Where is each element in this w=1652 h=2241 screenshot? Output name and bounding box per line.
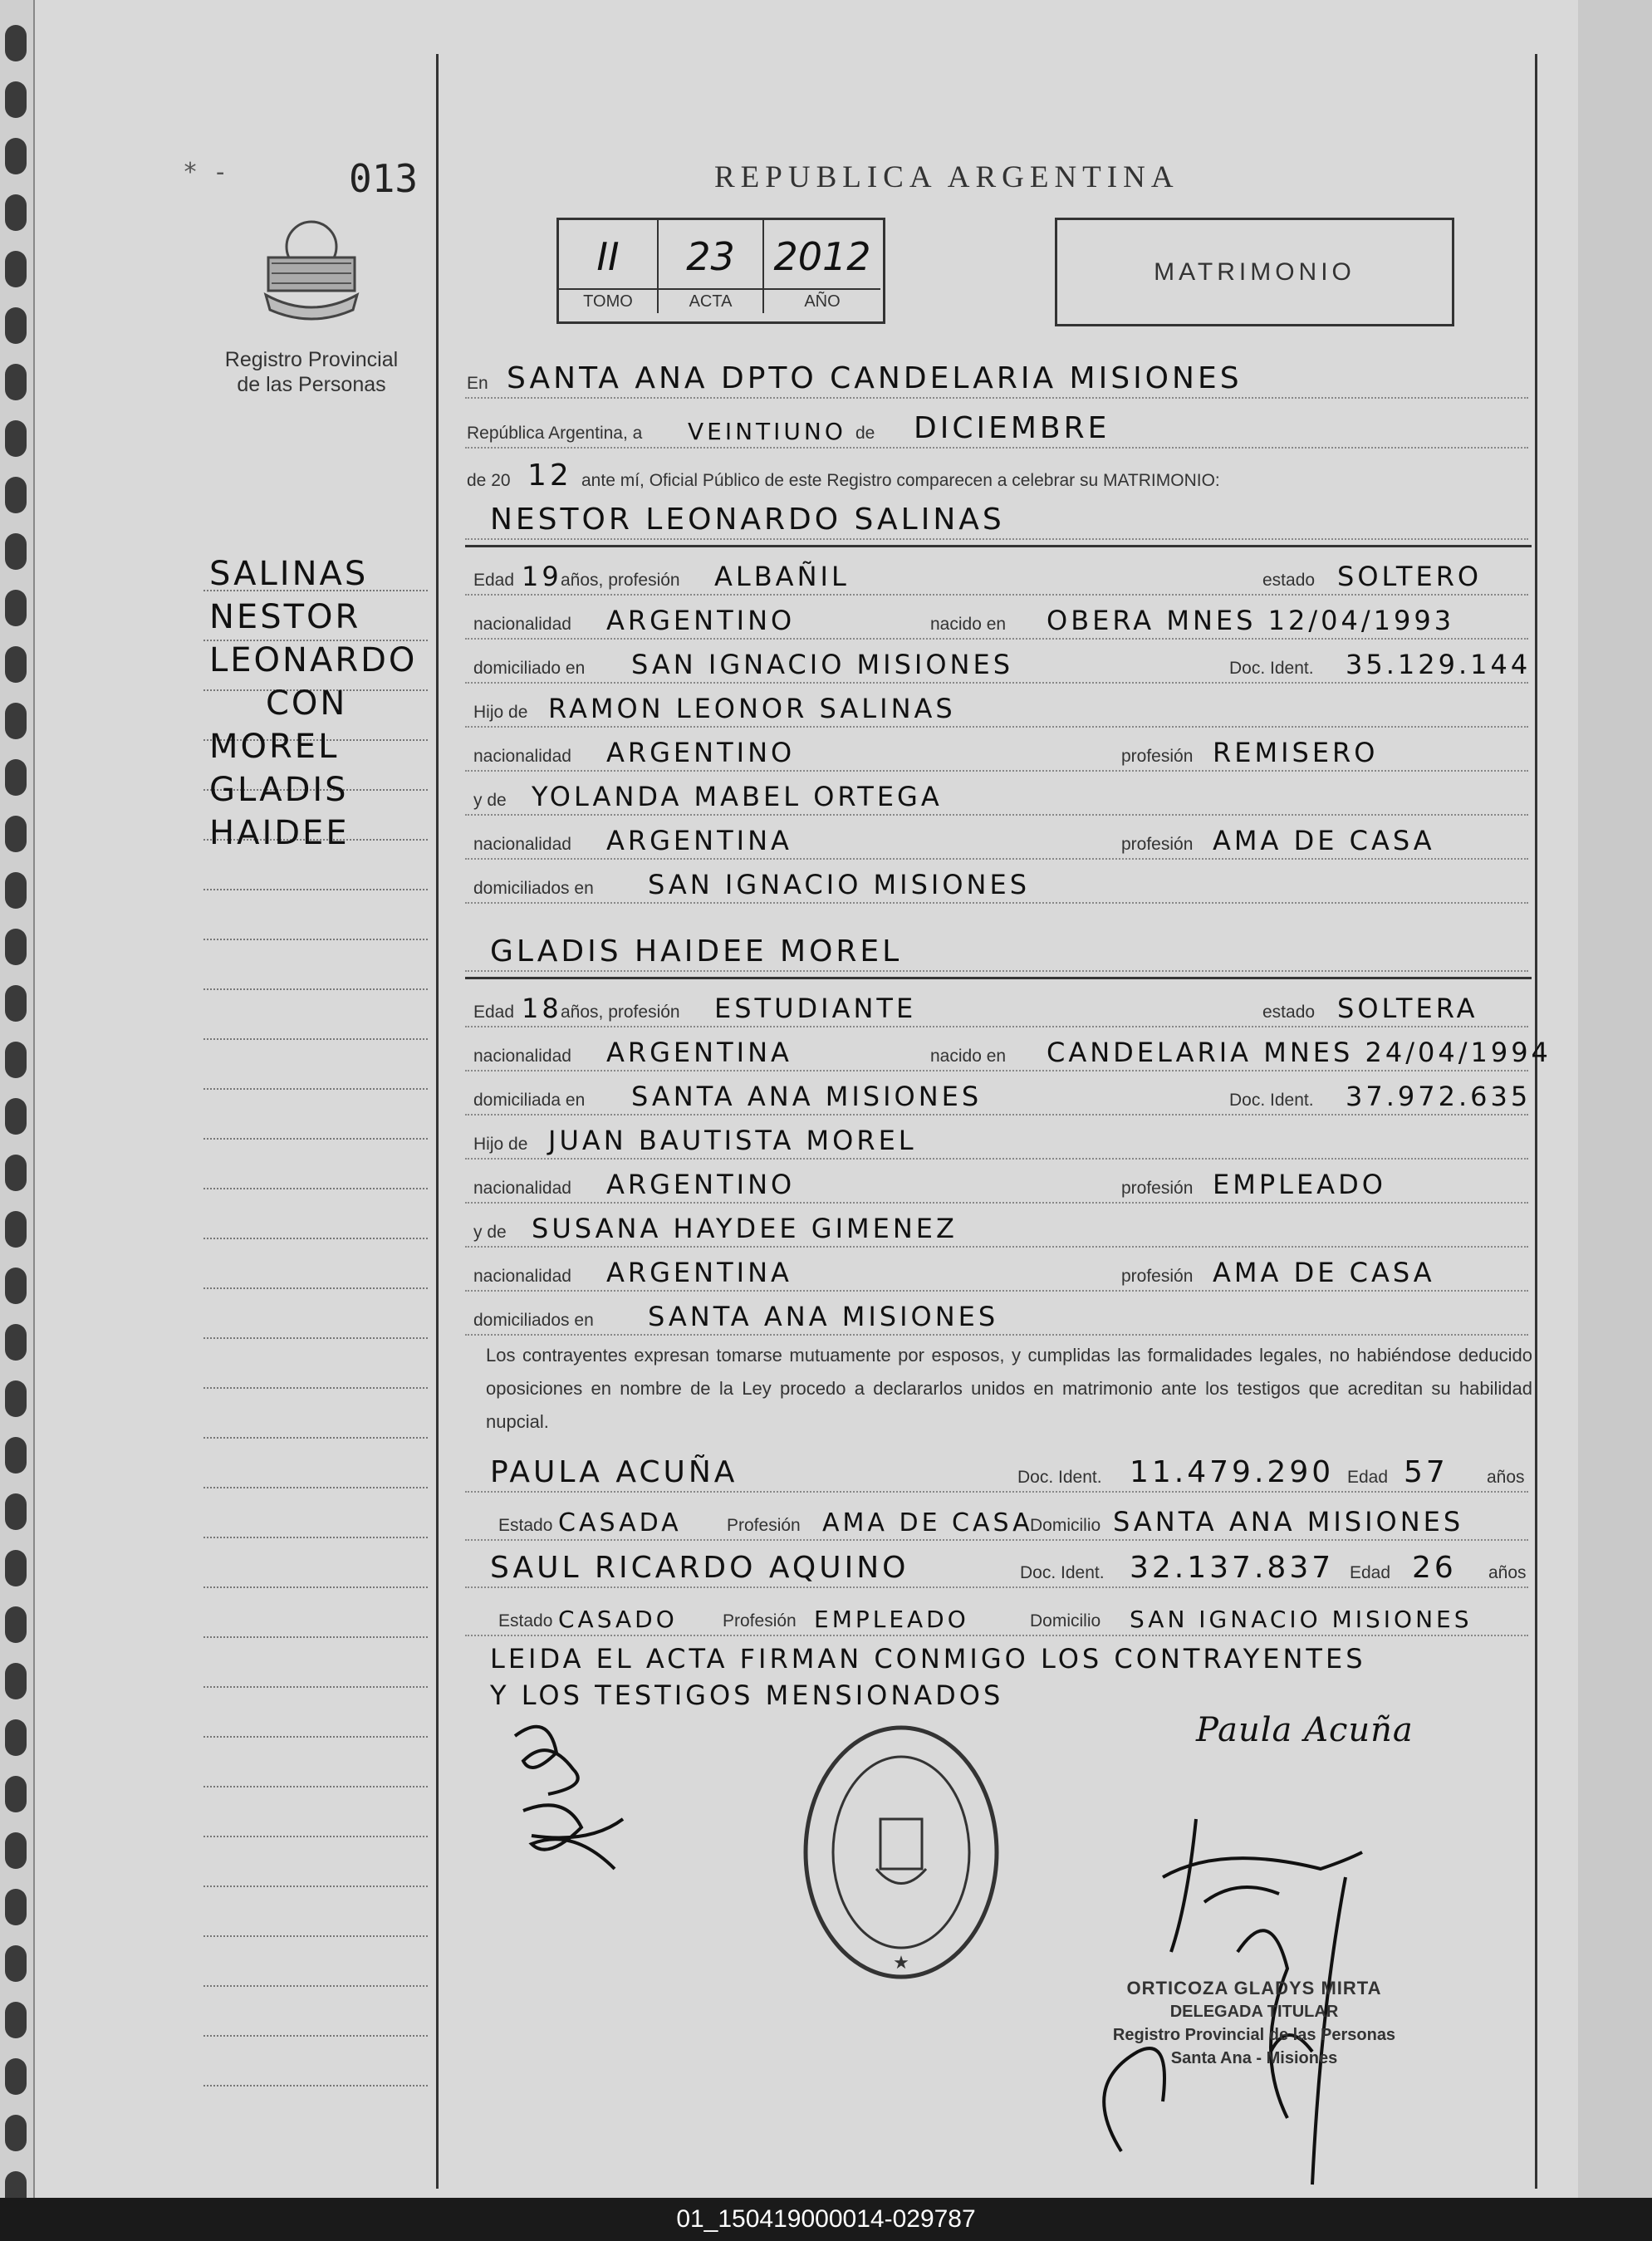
binding-hole: [5, 1324, 27, 1361]
groom-edad-label: Edad: [473, 571, 515, 590]
witness2-profesion: EMPLEADO: [814, 1606, 969, 1633]
margin-rule: [203, 1885, 428, 1887]
bride-padre-prof: EMPLEADO: [1213, 1169, 1386, 1200]
folio-mark: * -: [183, 158, 228, 187]
groom-field-row: [465, 861, 1528, 904]
witness2-edad-label: Edad: [1350, 1563, 1391, 1582]
binding-hole: [5, 1606, 27, 1643]
bride-nac-label: nacionalidad: [473, 1179, 571, 1198]
groom-madre-prof: AMA DE CASA: [1213, 825, 1435, 856]
binding-hole: [5, 1550, 27, 1586]
margin-rule: [203, 1985, 428, 1987]
groom-separator: [465, 545, 1532, 547]
binding-hole: [5, 1889, 27, 1925]
registro-label: [199, 347, 424, 397]
witness1-row: [465, 1449, 1528, 1493]
bride-name: GLADIS HAIDEE MOREL: [490, 934, 903, 968]
officer-stamp: [1088, 1977, 1420, 2070]
margin-note-word: NESTOR: [209, 598, 361, 636]
groom-field-row: [465, 816, 1528, 860]
groom-field-row: [465, 684, 1528, 728]
bride-field-row: [465, 1116, 1528, 1160]
binding-strip: [0, 0, 35, 2198]
groom-prof-label: profesión: [1121, 747, 1194, 766]
bride-nacionalidad: ARGENTINA: [606, 1037, 792, 1068]
margin-rule: [203, 1786, 428, 1787]
witness1-prof-label: Profesión: [727, 1516, 801, 1535]
witness1-edad: 57: [1404, 1455, 1449, 1489]
stamp-name: ORTICOZA GLADYS MIRTA: [1126, 1978, 1382, 1998]
binding-hole: [5, 1663, 27, 1699]
margin-note-word: MOREL: [209, 728, 340, 766]
margin-note-word: HAIDEE: [209, 814, 350, 852]
misiones-emblem-icon: [253, 212, 370, 328]
binding-hole: [5, 194, 27, 231]
file-id-footer: 01_150419000014-029787: [0, 2198, 1652, 2241]
binding-hole: [5, 81, 27, 118]
stamp-place: Santa Ana - Misiones: [1170, 2049, 1338, 2067]
acta-value: 23: [686, 234, 735, 279]
binding-hole: [5, 2002, 27, 2038]
anio-cell: [764, 218, 880, 313]
bride-field-row: [465, 984, 1528, 1027]
closing-line1-row: [465, 1635, 1528, 1676]
right-margin-rule: [1535, 54, 1537, 2189]
witness2-estado-label: Estado: [498, 1611, 553, 1630]
margin-rule: [203, 1188, 428, 1189]
binding-hole: [5, 2171, 27, 2198]
witness1-details-row: [465, 1498, 1528, 1541]
groom-profesion: ALBAÑIL: [714, 561, 850, 592]
witness2-name: SAUL RICARDO AQUINO: [490, 1551, 909, 1585]
bride-name-row: [465, 929, 1528, 972]
binding-hole: [5, 646, 27, 683]
act-type-box: MATRIMONIO: [1055, 218, 1454, 326]
witness2-row: [465, 1545, 1528, 1588]
year-prefix: de 20: [467, 471, 511, 490]
margin-rule: [203, 1287, 428, 1289]
acta-label: ACTA: [659, 288, 762, 313]
binding-hole: [5, 1719, 27, 1756]
binding-hole: [5, 477, 27, 513]
place-row: [465, 356, 1528, 399]
margin-rule: [203, 1836, 428, 1837]
witness2-prof-label: Profesión: [723, 1611, 797, 1630]
left-margin-rule: [436, 54, 439, 2189]
groom-name-row: [465, 497, 1528, 540]
groom-madre: YOLANDA MABEL ORTEGA: [532, 781, 943, 812]
binding-hole: [5, 1042, 27, 1078]
bride-doc-label: Doc. Ident.: [1229, 1091, 1314, 1110]
bride-madre-nac: ARGENTINA: [606, 1257, 792, 1288]
witness2-edad: 26: [1412, 1551, 1457, 1585]
binding-hole: [5, 307, 27, 344]
margin-note-word: CON: [266, 684, 348, 723]
binding-hole: [5, 1155, 27, 1191]
witness2-estado: CASADO: [558, 1606, 678, 1633]
witness2-anos-label: años: [1488, 1563, 1527, 1582]
margin-rule: [203, 1038, 428, 1040]
witness1-dom-label: Domicilio: [1030, 1516, 1101, 1535]
svg-text:★: ★: [893, 1953, 909, 1974]
binding-hole: [5, 1211, 27, 1248]
binding-hole: [5, 1945, 27, 1982]
witness1-anos-label: años: [1487, 1468, 1525, 1487]
stamp-org: Registro Provincial de las Personas: [1112, 2026, 1396, 2044]
closing-line1: LEIDA EL ACTA FIRMAN CONMIGO LOS CONTRAYENTES: [490, 1643, 1366, 1675]
margin-rule: [203, 1935, 428, 1937]
binding-hole: [5, 816, 27, 852]
bride-padres-dom: SANTA ANA MISIONES: [648, 1301, 999, 1332]
groom-field-row: [465, 772, 1528, 816]
bride-nacido-label: nacido en: [930, 1047, 1007, 1066]
de-label: de: [855, 424, 875, 443]
margin-rule: [203, 1537, 428, 1538]
bride-field-row: [465, 1160, 1528, 1204]
bride-madre: SUSANA HAYDEE GIMENEZ: [532, 1213, 958, 1244]
margin-rule: [203, 988, 428, 990]
margin-rule: [203, 1387, 428, 1389]
binding-hole: [5, 138, 27, 174]
margin-note-word: LEONARDO: [209, 641, 418, 679]
groom-nac-label: nacionalidad: [473, 835, 571, 854]
witness2-doc-label: Doc. Ident.: [1020, 1563, 1105, 1582]
acta-cell: [659, 218, 764, 313]
anio-label: AÑO: [764, 288, 880, 313]
groom-nacido: OBERA MNES 12/04/1993: [1047, 605, 1455, 636]
bride-anos-prof-label: años, profesión: [561, 1003, 680, 1022]
bride-prof-label: profesión: [1121, 1267, 1194, 1286]
groom-estado: SOLTERO: [1337, 561, 1483, 592]
bride-estado-label: estado: [1262, 1003, 1316, 1022]
witness1-estado-label: Estado: [498, 1516, 553, 1535]
margin-rule: [203, 1437, 428, 1439]
groom-doc: 35.129.144: [1346, 649, 1532, 680]
witness1-estado: CASADA: [558, 1508, 682, 1537]
groom-padre-prof: REMISERO: [1213, 737, 1379, 768]
groom-dom-label: domiciliado en: [473, 659, 586, 678]
groom-estado-label: estado: [1262, 571, 1316, 590]
closing-line2: Y LOS TESTIGOS MENSIONADOS: [490, 1680, 1004, 1711]
binding-hole: [5, 25, 27, 61]
margin-note-word: SALINAS: [209, 555, 369, 593]
groom-name: NESTOR LEONARDO SALINAS: [490, 503, 1005, 537]
margin-rule: [203, 1487, 428, 1488]
witness1-profesion: AMA DE CASA: [822, 1508, 1033, 1537]
groom-field-row: [465, 552, 1528, 596]
groom-yde-label: y de: [473, 791, 507, 810]
groom-edad: 19: [522, 561, 562, 592]
binding-hole: [5, 2058, 27, 2095]
month-value: DICIEMBRE: [914, 411, 1110, 445]
bride-edad: 18: [522, 993, 562, 1024]
bride-profesion: ESTUDIANTE: [714, 993, 917, 1024]
margin-rule: [203, 889, 428, 890]
binding-hole: [5, 759, 27, 796]
binding-hole: [5, 533, 27, 570]
binding-hole: [5, 590, 27, 626]
declaration-text: Los contrayentes expresan tomarse mutuamente por esposos, y cumplidas las formalidades legales, no habiéndose deducido oposiciones en nombre de la Ley procedo a declararlos unidos en matrimonio ante los testigos que acreditan su habilidad nupcial.: [486, 1345, 1532, 1432]
margin-rule: [203, 939, 428, 940]
groom-hijo-label: Hijo de: [473, 703, 528, 722]
margin-rule: [203, 1238, 428, 1239]
tomo-value: II: [596, 234, 620, 279]
bride-hijo-label: Hijo de: [473, 1135, 528, 1154]
margin-rule: [203, 1636, 428, 1638]
witness1-edad-label: Edad: [1347, 1468, 1389, 1487]
witness2-dom-label: Domicilio: [1030, 1611, 1101, 1630]
binding-hole: [5, 251, 27, 287]
bride-field-row: [465, 1072, 1532, 1116]
bride-doc: 37.972.635: [1346, 1081, 1532, 1112]
bride-padre: JUAN BAUTISTA MOREL: [548, 1125, 917, 1156]
groom-nac-label: nacionalidad: [473, 747, 571, 766]
witness2-details-row: [465, 1593, 1528, 1636]
country-title: REPUBLICA ARGENTINA: [714, 160, 1179, 194]
ante-text: ante mí, Oficial Público de este Registro comparecen a celebrar su MATRIMONIO:: [581, 471, 1220, 490]
bride-dom-label: domiciliada en: [473, 1091, 586, 1110]
stamp-role: DELEGADA TITULAR: [1169, 2003, 1339, 2021]
binding-hole: [5, 420, 27, 457]
date-row: [465, 405, 1528, 449]
en-label: En: [467, 374, 488, 393]
margin-rule: [203, 1736, 428, 1738]
bride-field-row: [465, 1028, 1552, 1071]
groom-doc-label: Doc. Ident.: [1229, 659, 1314, 678]
binding-hole: [5, 364, 27, 400]
bride-separator: [465, 977, 1532, 979]
binding-hole: [5, 1832, 27, 1869]
bride-field-row: [465, 1248, 1528, 1292]
republica-label: República Argentina, a: [467, 424, 643, 443]
groom-anos-prof-label: años, profesión: [561, 571, 680, 590]
bride-prof-label: profesión: [1121, 1179, 1194, 1198]
bride-edad-label: Edad: [473, 1003, 515, 1022]
witness1-doc-label: Doc. Ident.: [1017, 1468, 1102, 1487]
binding-hole: [5, 929, 27, 965]
bride-estado: SOLTERA: [1337, 993, 1478, 1024]
groom-prof-label: profesión: [1121, 835, 1194, 854]
margin-rule: [203, 1686, 428, 1688]
bride-yde-label: y de: [473, 1223, 507, 1242]
groom-field-row: [465, 728, 1528, 772]
groom-padres-dom: SAN IGNACIO MISIONES: [648, 869, 1030, 900]
bride-nac-label: nacionalidad: [473, 1267, 571, 1286]
witness1-doc: 11.479.290: [1130, 1455, 1335, 1489]
binding-hole: [5, 985, 27, 1022]
official-seal-icon: [797, 1719, 1005, 1993]
registro-line1: Registro Provincial: [224, 348, 399, 371]
bride-padre-nac: ARGENTINO: [606, 1169, 796, 1200]
year-row: [465, 453, 1528, 494]
binding-hole: [5, 1268, 27, 1304]
bride-domicilio: SANTA ANA MISIONES: [631, 1081, 983, 1112]
witness2-doc: 32.137.837: [1130, 1551, 1335, 1585]
bride-nacido: CANDELARIA MNES 24/04/1994: [1047, 1037, 1552, 1068]
tomo-cell: [559, 218, 659, 313]
bride-nac-label: nacionalidad: [473, 1047, 571, 1066]
groom-nacionalidad: ARGENTINO: [606, 605, 796, 636]
bride-field-row: [465, 1204, 1528, 1248]
margin-rule: [203, 2035, 428, 2037]
witness2-domicilio: SAN IGNACIO MISIONES: [1130, 1606, 1473, 1633]
binding-hole: [5, 1380, 27, 1417]
folio-number: 013: [349, 156, 419, 201]
groom-nac-label: nacionalidad: [473, 615, 571, 634]
tomo-label: TOMO: [559, 288, 657, 313]
margin-rule: [203, 1337, 428, 1339]
groom-field-row: [465, 640, 1532, 684]
groom-doms-label: domiciliados en: [473, 879, 594, 898]
groom-domicilio: SAN IGNACIO MISIONES: [631, 649, 1013, 680]
bride-madre-prof: AMA DE CASA: [1213, 1257, 1435, 1288]
binding-hole: [5, 1493, 27, 1530]
binding-hole: [5, 872, 27, 909]
margin-rule: [203, 1088, 428, 1090]
witness1-domicilio: SANTA ANA MISIONES: [1113, 1506, 1464, 1537]
signature-paula-acuna: Paula Acuña: [1196, 1711, 1414, 1749]
bride-doms-label: domiciliados en: [473, 1311, 594, 1330]
place-value: SANTA ANA DPTO CANDELARIA MISIONES: [507, 361, 1243, 395]
bride-field-row: [465, 1292, 1528, 1336]
margin-rule: [203, 1138, 428, 1140]
binding-hole: [5, 1776, 27, 1812]
anio-value: 2012: [773, 234, 871, 279]
binding-hole: [5, 1098, 27, 1135]
groom-padre: RAMON LEONOR SALINAS: [548, 693, 956, 724]
year-suffix: 12: [527, 458, 572, 493]
binding-hole: [5, 703, 27, 739]
groom-padre-nac: ARGENTINO: [606, 737, 796, 768]
signature-contrayentes-icon: [498, 1703, 640, 1885]
groom-field-row: [465, 596, 1528, 640]
margin-rule: [203, 2085, 428, 2087]
binding-hole: [5, 2115, 27, 2151]
day-value: VEINTIUNO: [688, 418, 846, 445]
witness1-name: PAULA ACUÑA: [490, 1455, 738, 1489]
groom-nacido-label: nacido en: [930, 615, 1007, 634]
margin-note-word: GLADIS: [209, 771, 349, 809]
registro-line2: de las Personas: [237, 373, 386, 396]
margin-rule: [203, 1586, 428, 1588]
page-edge: [1578, 0, 1652, 2198]
binding-hole: [5, 1437, 27, 1474]
groom-madre-nac: ARGENTINA: [606, 825, 792, 856]
